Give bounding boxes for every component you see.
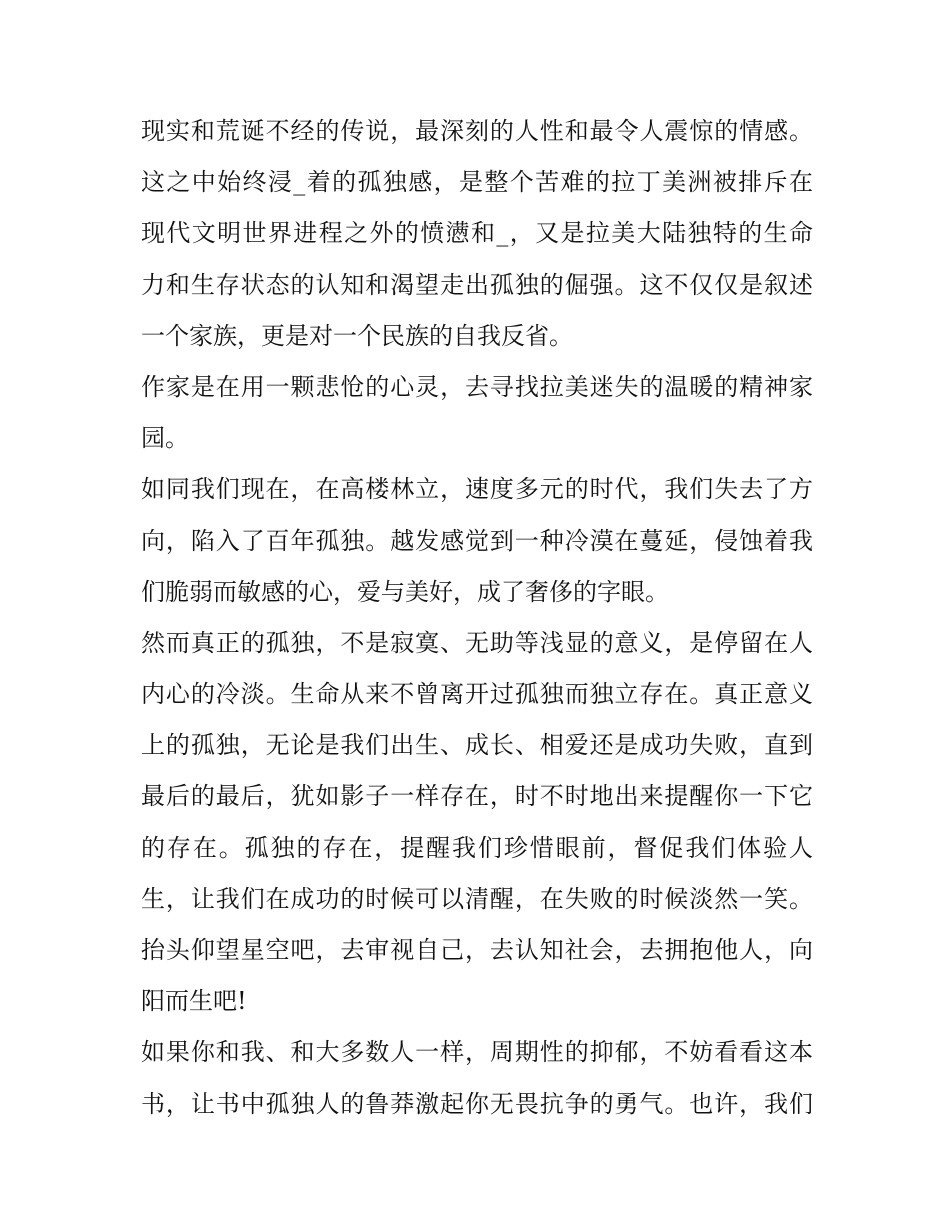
text-line: 这之中始终浸_着的孤独感，是整个苦难的拉丁美洲被排斥在 <box>141 168 813 197</box>
text-line: 如果你和我、和大多数人一样，周期性的抑郁，不妨看看这本 <box>141 1038 813 1067</box>
document-body-text <box>141 106 813 1130</box>
text-line: 阳而生吧! <box>141 987 247 1016</box>
text-line: 内心的冷淡。生命从来不曾离开过孤独而独立存在。真正意义 <box>141 680 813 709</box>
text-line: 上的孤独，无论是我们出生、成长、相爱还是成功失败，直到 <box>141 731 813 760</box>
text-line: 一个家族，更是对一个民族的自我反省。 <box>141 321 573 350</box>
text-line: 书，让书中孤独人的鲁莽激起你无畏抗争的勇气。也许，我们 <box>141 1089 813 1118</box>
text-line: 力和生存状态的认知和渴望走出孤独的倔强。这不仅仅是叙述 <box>141 270 813 299</box>
text-line: 抬头仰望星空吧，去审视自己，去认知社会，去拥抱他人，向 <box>141 936 813 964</box>
text-line: 如同我们现在，在高楼林立，速度多元的时代，我们失去了方 <box>141 475 813 504</box>
text-line: 园。 <box>141 424 189 453</box>
text-line: 现代文明世界进程之外的愤懑和_，又是拉美大陆独特的生命 <box>141 219 813 248</box>
text-line: 现实和荒诞不经的传说，最深刻的人性和最令人震惊的情感。 <box>141 117 813 145</box>
text-line: 的存在。孤独的存在，提醒我们珍惜眼前，督促我们体验人 <box>141 833 813 862</box>
text-line: 生，让我们在成功的时候可以清醒，在失败的时候淡然一笑。 <box>141 884 813 913</box>
text-line: 们脆弱而敏感的心，爱与美好，成了奢侈的字眼。 <box>141 577 669 606</box>
text-line: 向，陷入了百年孤独。越发感觉到一种冷漠在蔓延，侵蚀着我 <box>141 526 813 555</box>
text-line: 最后的最后，犹如影子一样存在，时不时地出来提醒你一下它 <box>141 782 813 811</box>
text-line: 然而真正的孤独，不是寂寞、无助等浅显的意义，是停留在人 <box>141 628 813 657</box>
text-line: 作家是在用一颗悲怆的心灵，去寻找拉美迷失的温暖的精神家 <box>141 372 813 401</box>
